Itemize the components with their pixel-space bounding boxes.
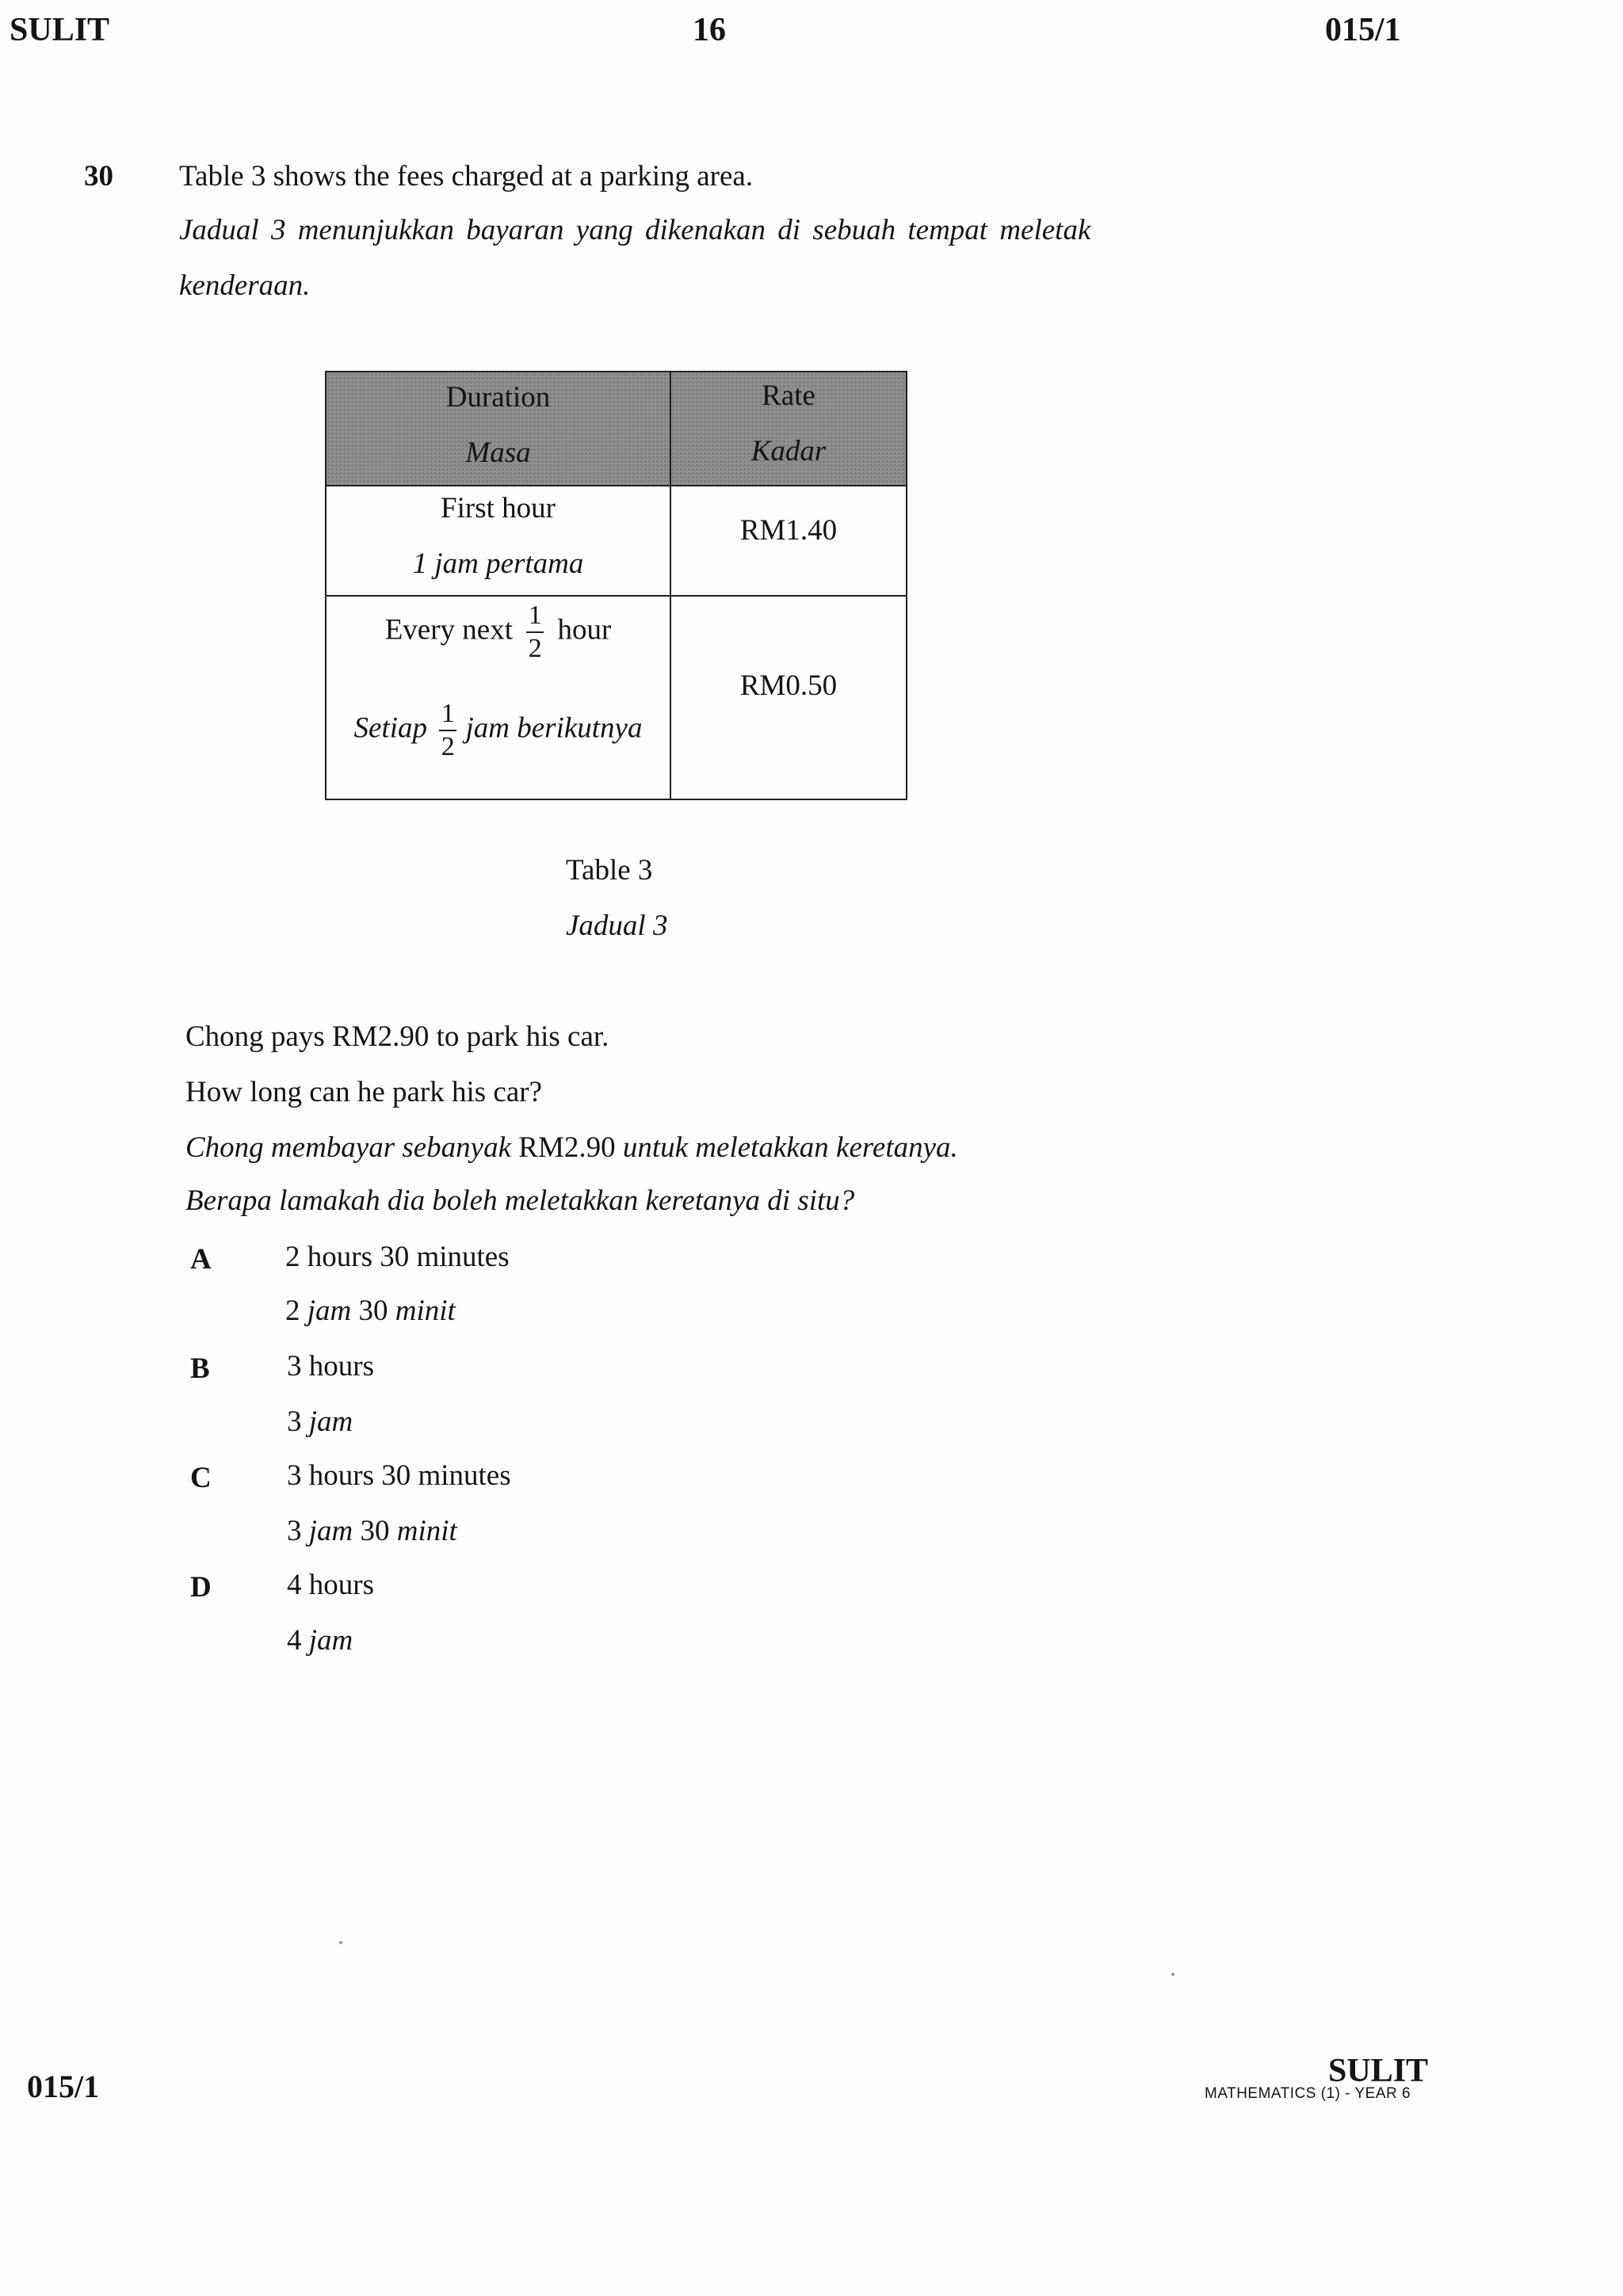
intro-en: Table 3 shows the fees charged at a parking area.: [179, 160, 754, 193]
scan-speck: [1171, 1973, 1174, 1976]
fraction-half-ms: [439, 700, 456, 761]
option-c-en[interactable]: 3 hours 30 minutes: [287, 1459, 511, 1492]
row2-ms-suffix: jam berikutnya: [465, 711, 643, 745]
option-a-ms-unit2: minit: [395, 1295, 456, 1327]
table-caption-ms: Jadual 3: [566, 910, 668, 942]
option-c-ms: [287, 1516, 457, 1546]
stem-ms-1: [185, 1133, 958, 1162]
header-rate: Rate: [762, 379, 815, 412]
fee-table: [325, 371, 907, 800]
row1-duration-ms: [327, 547, 670, 581]
intro-ms-line1: Jadual 3 menunjukkan bayaran yang dikenakan di sebuah tempat meletak: [179, 214, 1091, 246]
stem-ms-1c: untuk meletakkan keretanya.: [615, 1131, 958, 1164]
option-b-en[interactable]: 3 hours: [287, 1350, 374, 1383]
header-duration: Duration: [445, 381, 551, 414]
option-c-ms-num: 3: [287, 1515, 302, 1547]
option-a-en[interactable]: 2 hours 30 minutes: [285, 1241, 510, 1273]
header-sulit: SULIT: [10, 12, 110, 48]
stem-ms-1b: RM2.90: [518, 1131, 616, 1164]
stem-en-1: Chong pays RM2.90 to park his car.: [185, 1020, 609, 1053]
option-d-letter[interactable]: D: [190, 1571, 212, 1604]
question-number: 30: [84, 160, 113, 193]
header-paper-code: 015/1: [1325, 12, 1401, 48]
table-caption-en: Table 3: [566, 854, 653, 887]
option-b-ms: [287, 1407, 353, 1436]
footer-paper-code: 015/1: [27, 2069, 100, 2104]
option-c-letter[interactable]: C: [190, 1462, 212, 1494]
row2-ms-prefix: Setiap: [353, 711, 427, 745]
page-number: 16: [693, 12, 726, 48]
option-a-ms-num2: 30: [358, 1295, 388, 1327]
header-masa: Masa: [465, 437, 531, 469]
row2-rate: RM0.50: [739, 669, 838, 702]
intro-ms-line2: kenderaan.: [179, 269, 311, 302]
row2-duration-ms: [327, 700, 670, 761]
option-d-ms-num: 4: [287, 1624, 302, 1657]
option-d-ms: [287, 1626, 353, 1655]
option-b-letter[interactable]: B: [190, 1352, 210, 1385]
row2-en-suffix: hour: [557, 613, 612, 646]
footer-sulit: SULIT: [1328, 2053, 1429, 2089]
scan-speck: [339, 1941, 342, 1944]
fraction-denominator: 2: [528, 634, 542, 663]
fraction-denominator-ms: 2: [441, 732, 455, 761]
row1-rate: RM1.40: [739, 514, 838, 547]
fraction-numerator-ms: 1: [441, 699, 455, 728]
option-b-ms-num: 3: [287, 1405, 302, 1438]
fraction-numerator: 1: [528, 601, 542, 630]
stem-ms-2: Berapa lamakah dia boleh meletakkan keretanya di situ?: [185, 1184, 855, 1217]
header-kadar: Kadar: [750, 435, 827, 467]
row1-duration-ms-text: 1 jam pertama: [412, 547, 584, 580]
option-a-ms-unit: jam: [307, 1295, 352, 1327]
row2-en-prefix: Every next: [384, 613, 513, 646]
option-c-ms-num2: 30: [360, 1515, 390, 1547]
option-a-ms: [285, 1296, 456, 1325]
row1-duration-en: First hour: [441, 492, 556, 524]
option-b-ms-unit: jam: [308, 1405, 353, 1438]
option-c-ms-unit2: minit: [396, 1515, 457, 1547]
option-c-ms-unit: jam: [308, 1515, 353, 1547]
stem-ms-1a: Chong membayar sebanyak: [185, 1131, 519, 1164]
option-d-en[interactable]: 4 hours: [287, 1569, 374, 1601]
row2-duration-en: [327, 602, 670, 662]
fraction-half: [526, 602, 544, 662]
stem-en-2: How long can he park his car?: [185, 1076, 542, 1108]
option-a-letter[interactable]: A: [190, 1243, 212, 1276]
option-a-ms-num: 2: [285, 1295, 300, 1327]
option-d-ms-unit: jam: [308, 1624, 353, 1657]
footer-subject: MATHEMATICS (1) - YEAR 6: [1205, 2085, 1411, 2102]
